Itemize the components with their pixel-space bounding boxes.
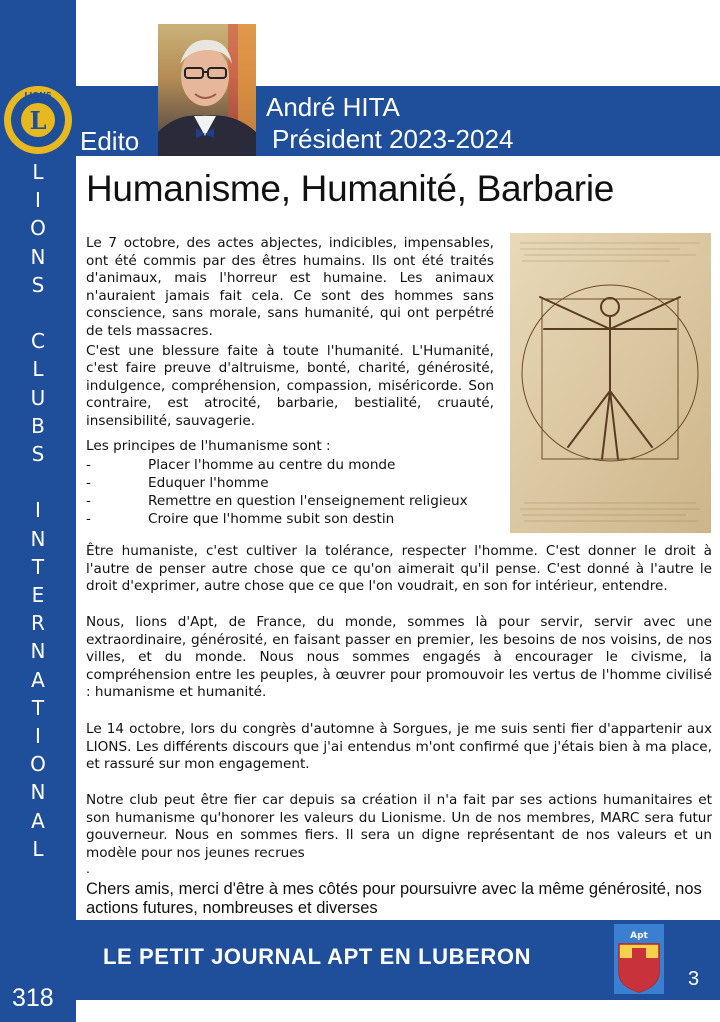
paragraph-2: C'est une blessure faite à toute l'humanité. L'Humanité, c'est faire preuve d'altruisme, bonté, charité, générosité, indulgence, compréhension, compassion, miséricorde. Son contraire, est atrocité, barbarie, bestialité, cruauté, insensibilité, sauvagerie. [86,342,494,429]
paragraph-4: Nous, lions d'Apt, de France, du monde, sommes là pour servir, servir avec une extraordinaire, générosité, en faisant passer en premier, les besoins de nos voisins, de nos villes, et du monde. Nous nous sommes engagés à encourager le civisme, la compréhension entre les peuples, à œuvrer pour promouvoir les vertus de l'homme civilisé : humanisme et humanité. [86,614,712,701]
author-portrait [158,24,256,156]
sidebar-letter: T [31,554,45,579]
author-role: Président 2023-2024 [272,124,514,154]
sidebar-letter: I [35,724,41,748]
sidebar-letter: O [30,216,46,241]
closing-paragraph: Chers amis, merci d'être à mes côtés pour poursuivre avec la même générosité, nos actions futures, nombreuses et diverses [86,880,702,917]
sidebar-letter: C [31,329,45,354]
list-item: - Croire que l'homme subit son destin [86,511,395,527]
sidebar-letter: L [32,836,44,861]
principles-list [86,437,506,528]
sidebar-letter: N [30,244,46,269]
paragraph-1: Le 7 octobre, des actes abjectes, indicibles, impensables, ont été commis par des êtres humains. Ils ont été traités d'animaux, mais l'horreur est humaine. Les animaux n'auraient jamais fait cela. Ce sont des hommes sans conscience, sans morale, sans humanité, qui ont perpétré de tels massacres. [86,235,494,339]
svg-text:L: L [29,106,47,135]
lions-logo-icon [2,84,74,156]
article-title: Humanisme, Humanité, Barbarie [86,168,615,209]
sidebar-letter: N [30,526,46,551]
list-item: - Placer l'homme au centre du monde [86,457,396,473]
apt-city-logo-icon [614,924,664,994]
sidebar-letter: T [31,695,45,720]
sidebar-letter: O [30,752,46,777]
vitruvian-man-image [510,233,711,533]
sidebar-letter: I [35,188,41,213]
sidebar-letter: A [31,667,45,692]
sidebar-letter: U [30,385,46,410]
sidebar-letter: S [31,442,45,466]
sidebar-letter: E [31,583,45,607]
paragraph-6: Notre club peut être fier car depuis sa création il n'a fait par ses actions humanitaires et son humanisme qu'honorer les valeurs du Lionisme. Un de nos membres, MARC sera futur gouverneur. Nous en sommes fiers. Il sera un digne représentant de nos valeurs et un modèle pour nos jeunes recrues [86,792,712,861]
apt-logo-text: Apt [630,931,648,941]
paragraph-3: Être humaniste, c'est cultiver la tolérance, respecter l'homme. C'est donner le droit à l'autre de penser autre chose que ce qu'on aimerait qu'il pense. C'est donné à l'autre le droit d'exprimer, autre chose que ce que l'on voudrait, en son for intérieur, entendre. [86,543,712,595]
separator-dot: . [86,860,90,876]
sidebar-letter: A [31,808,45,833]
sidebar-letter: B [31,413,45,438]
section-label: Edito [80,126,140,156]
sidebar-letter: R [31,611,45,636]
journal-title: LE PETIT JOURNAL APT EN LUBERON [103,944,532,969]
sidebar-letter: I [35,498,41,523]
page-number: 3 [688,968,700,990]
sidebar-letter: L [32,357,44,382]
article-intro [86,235,494,431]
list-intro: Les principes de l'humanisme sont : [86,438,331,454]
issue-number: 318 [12,984,54,1012]
sidebar-letter: L [32,160,44,184]
paragraph-5: Le 14 octobre, lors du congrès d'automne à Sorgues, je me suis senti fier d'appartenir aux LIONS. Les différents discours que j'ai entendus m'ont confirmé que j'étais bien à ma place, et rassuré sur mon engagement. [86,721,712,773]
sidebar-letter: S [31,272,45,297]
author-name: André HITA [266,92,400,122]
sidebar-letter: N [30,639,46,664]
list-item: - Remettre en question l'enseignement religieux [86,493,468,509]
lions-logo-text: LIONS [24,91,52,100]
sidebar-letter: N [30,780,46,805]
list-item: - Eduquer l'homme [86,475,269,491]
